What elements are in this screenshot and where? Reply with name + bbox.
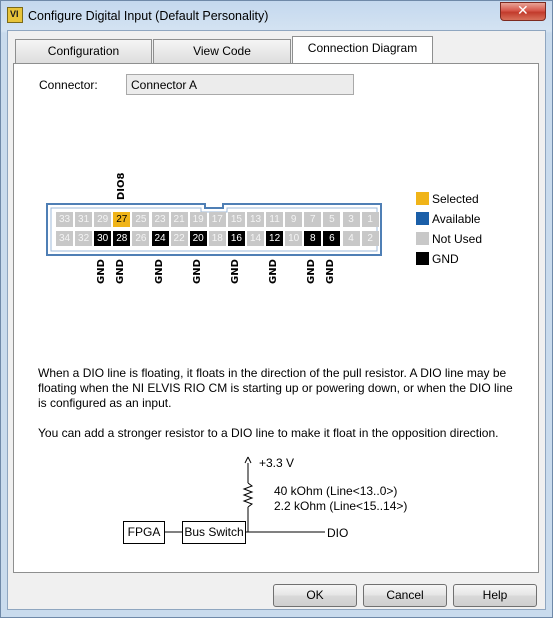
legend-swatch-gnd <box>416 252 429 265</box>
pin-33: 33 <box>56 212 73 227</box>
pin-9: 9 <box>285 212 302 227</box>
connector-label: Connector: <box>39 78 98 92</box>
tab-connection-diagram[interactable]: Connection Diagram <box>292 36 433 63</box>
window-title: Configure Digital Input (Default Personality) <box>28 9 269 23</box>
pin-8: 8 <box>304 231 321 246</box>
pin-16: 16 <box>228 231 245 246</box>
legend-swatch-not-used <box>416 232 429 245</box>
pin-7: 7 <box>304 212 321 227</box>
title-bar[interactable] <box>1 1 553 31</box>
close-icon: ✕ <box>517 3 529 19</box>
gnd-label-pin-12: GND <box>268 259 280 284</box>
pin-4: 4 <box>343 231 360 246</box>
tab-configuration[interactable]: Configuration <box>15 39 152 63</box>
pin-15: 15 <box>228 212 245 227</box>
pin-24: 24 <box>152 231 169 246</box>
description-resistor: You can add a stronger resistor to a DIO line to make it float in the opposition direction. <box>38 426 499 440</box>
connector-field[interactable]: Connector A <box>126 74 354 95</box>
pin-3: 3 <box>343 212 360 227</box>
description-floating: When a DIO line is floating, it floats in the direction of the pull resistor. A DIO line may be floating when the NI ELVIS RIO CM is starting up or powering down, or when the DIO line is configured as an input. <box>38 366 513 410</box>
pin-32: 32 <box>75 231 92 246</box>
gnd-label-pin-30: GND <box>96 259 108 284</box>
gnd-label-pin-24: GND <box>153 259 165 284</box>
help-button[interactable]: Help <box>453 584 537 607</box>
ok-button[interactable]: OK <box>273 584 357 607</box>
dio-label: DIO <box>327 526 349 540</box>
pin-23: 23 <box>152 212 169 227</box>
pin-17: 17 <box>209 212 226 227</box>
gnd-label-pin-8: GND <box>306 259 318 284</box>
gnd-label-pin-20: GND <box>191 259 203 284</box>
connector-outline <box>45 202 383 257</box>
gnd-label-pin-16: GND <box>229 259 241 284</box>
resistor-2k2-label: 2.2 kOhm (Line<15..14>) <box>274 499 408 513</box>
dio8-label: DIO8 <box>116 172 127 200</box>
pin-13: 13 <box>247 212 264 227</box>
legend-label-gnd: GND <box>432 252 459 266</box>
pin-27: 27 <box>113 212 130 227</box>
pin-28: 28 <box>113 231 130 246</box>
bus-switch-block: Bus Switch <box>182 521 246 544</box>
legend-label-selected: Selected <box>432 192 479 206</box>
pin-11: 11 <box>266 212 283 227</box>
pin-31: 31 <box>75 212 92 227</box>
pin-14: 14 <box>247 231 264 246</box>
fpga-block: FPGA <box>123 521 165 544</box>
pin-26: 26 <box>132 231 149 246</box>
labview-vi-icon: VI <box>7 7 23 23</box>
legend-label-not-used: Not Used <box>432 232 483 246</box>
gnd-label-pin-28: GND <box>115 259 127 284</box>
pin-30: 30 <box>94 231 111 246</box>
pin-1: 1 <box>362 212 379 227</box>
legend-swatch-selected <box>416 192 429 205</box>
resistor-40k-label: 40 kOhm (Line<13..0>) <box>274 484 398 498</box>
legend-swatch-available <box>416 212 429 225</box>
pin-22: 22 <box>171 231 188 246</box>
pin-18: 18 <box>209 231 226 246</box>
gnd-label-pin-6: GND <box>325 259 337 284</box>
pin-20: 20 <box>190 231 207 246</box>
pin-19: 19 <box>190 212 207 227</box>
pin-5: 5 <box>323 212 340 227</box>
supply-voltage-label: +3.3 V <box>259 456 295 470</box>
pin-34: 34 <box>56 231 73 246</box>
tab-view-code[interactable]: View Code <box>153 39 291 63</box>
pin-2: 2 <box>362 231 379 246</box>
legend-label-available: Available <box>432 212 481 226</box>
close-button[interactable] <box>500 2 546 21</box>
cancel-button[interactable]: Cancel <box>363 584 447 607</box>
pin-6: 6 <box>323 231 340 246</box>
pin-29: 29 <box>94 212 111 227</box>
pin-10: 10 <box>285 231 302 246</box>
pin-25: 25 <box>132 212 149 227</box>
pin-12: 12 <box>266 231 283 246</box>
pin-21: 21 <box>171 212 188 227</box>
